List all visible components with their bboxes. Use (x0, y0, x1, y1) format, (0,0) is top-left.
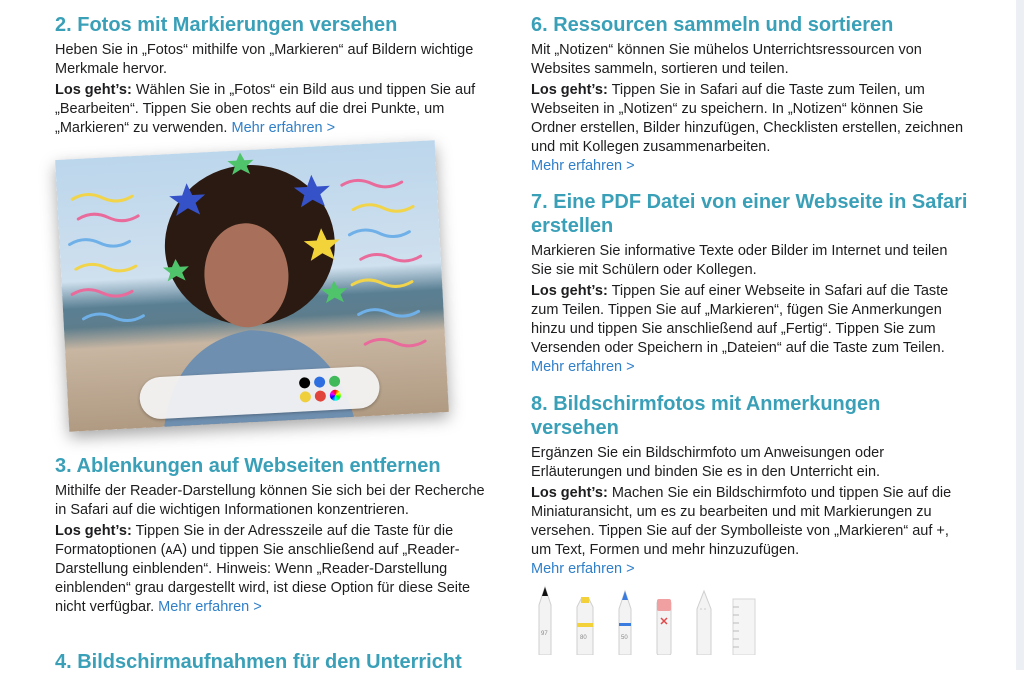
section-6-title: 6. Ressourcen sammeln und sortieren (531, 14, 894, 36)
section-8-intro: Ergänzen Sie ein Bildschirmfoto um Anweisungen oder Erläuterungen und binden Sie es in den Unterricht ein. (531, 445, 885, 480)
section-4 (55, 650, 485, 674)
howto-text: Tippen Sie auf einer Webseite in Safari auf die Taste zum Teilen. Tippen Sie auf „Markieren“, fügen Sie Anmerkungen hinzu und tippen Sie anschließend auf „Fertig“. Tippen Sie zum Versenden oder Speichern in „Dateien“ auf die Taste zum Teilen. (531, 283, 949, 356)
howto-text: Machen Sie ein Bildschirmfoto und tippen Sie auf die Miniaturansicht, um es zu bearbeiten und mit Markierungen zu versehen. Tippen Sie auf der Symbolleiste von „Markieren“ auf +, um Text, Formen und mehr hinzuzufügen. (531, 485, 952, 558)
more-link[interactable]: Mehr erfahren > (531, 359, 635, 375)
highlighter-tool-icon (577, 597, 593, 655)
howto-label: Los geht’s: (531, 283, 608, 299)
color-picker-swatch[interactable] (330, 390, 342, 402)
section-3-title: 3. Ablenkungen auf Webseiten entfernen (55, 455, 441, 477)
howto-label: Los geht’s: (55, 82, 132, 98)
more-link[interactable]: Mehr erfahren > (158, 599, 262, 615)
section-3 (55, 454, 485, 617)
section-8-title: 8. Bildschirmfotos mit Anmerkungen versehen (531, 393, 881, 439)
section-2-howto (55, 81, 485, 138)
section-2-title: 2. Fotos mit Markierungen versehen (55, 14, 398, 36)
pencil-label: 50 (621, 635, 628, 641)
color-black-swatch[interactable] (299, 377, 311, 389)
howto-text: Tippen Sie in der Adresszeile auf die Taste für die Formatoptionen (ᴀA) und tippen Sie anschließend auf „Reader-Darstellung einblenden“. Hinweis: Wenn „Reader-Darstellung einblenden“ grau dargestellt wird, ist diese Option für diese Seite nicht verfügbar. (55, 523, 471, 615)
howto-text: Tippen Sie in Safari auf die Taste zum Teilen, um Webseiten in „Notizen“ zu speichern. In „Notizen“ können Sie Ordner erstellen, Bilder hinzufügen, Checklisten erstellen, zeichnen und mit Kollegen zusammenarbeiten. (531, 82, 964, 155)
section-6-intro: Mit „Notizen“ können Sie mühelos Unterrichtsressourcen von Websites sammeln, sortieren und teilen. (531, 42, 922, 77)
section-2-intro: Heben Sie in „Fotos“ mithilfe von „Markieren“ auf Bildern wichtige Merkmale hervor. (55, 42, 474, 77)
color-green-swatch[interactable] (329, 376, 341, 388)
tools-svg (531, 585, 771, 655)
section-8-howto (531, 484, 971, 560)
color-red-swatch[interactable] (315, 390, 327, 402)
section-4-title: 4. Bildschirmaufnahmen für den Unterricht (55, 651, 462, 673)
section-7-howto (531, 282, 971, 377)
section-2 (55, 13, 485, 138)
section-3-howto (55, 522, 485, 617)
ruler-tool-icon (733, 599, 755, 655)
pencil-tool-icon (619, 591, 631, 655)
lasso-tool-icon (697, 591, 711, 655)
howto-label: Los geht’s: (531, 485, 608, 501)
color-yellow-swatch[interactable] (300, 391, 312, 403)
markup-photo (55, 140, 449, 432)
pen-tool-icon (539, 587, 551, 655)
section-3-intro: Mithilfe der Reader-Darstellung können Sie sich bei der Recherche in Safari auf die wichtigen Informationen konzentrieren. (55, 483, 485, 518)
highlighter-label: 80 (580, 635, 587, 641)
section-6-howto (531, 81, 971, 157)
section-7-intro: Markieren Sie informative Texte oder Bilder im Internet und teilen Sie sie mit Schülern oder Kollegen. (531, 243, 948, 278)
section-6 (531, 13, 971, 176)
more-link[interactable]: Mehr erfahren > (531, 561, 635, 577)
section-7-title: 7. Eine PDF Datei von einer Webseite in Safari erstellen (531, 191, 968, 237)
more-link[interactable]: Mehr erfahren > (531, 158, 635, 174)
howto-label: Los geht’s: (55, 523, 132, 539)
pen-label: 97 (541, 631, 548, 637)
eraser-tool-icon (657, 599, 671, 655)
howto-text: Wählen Sie in „Fotos“ ein Bild aus und tippen Sie auf „Bearbeiten“. Tippen Sie oben rechts auf die drei Punkte, um „Markieren“ zu verwenden. (55, 82, 476, 136)
color-blue-swatch[interactable] (314, 376, 326, 388)
howto-label: Los geht’s: (531, 82, 608, 98)
section-7 (531, 190, 971, 377)
more-link[interactable]: Mehr erfahren > (231, 120, 336, 136)
page-edge (1016, 0, 1024, 670)
markup-tools-illustration (531, 585, 771, 655)
section-8 (531, 392, 971, 579)
